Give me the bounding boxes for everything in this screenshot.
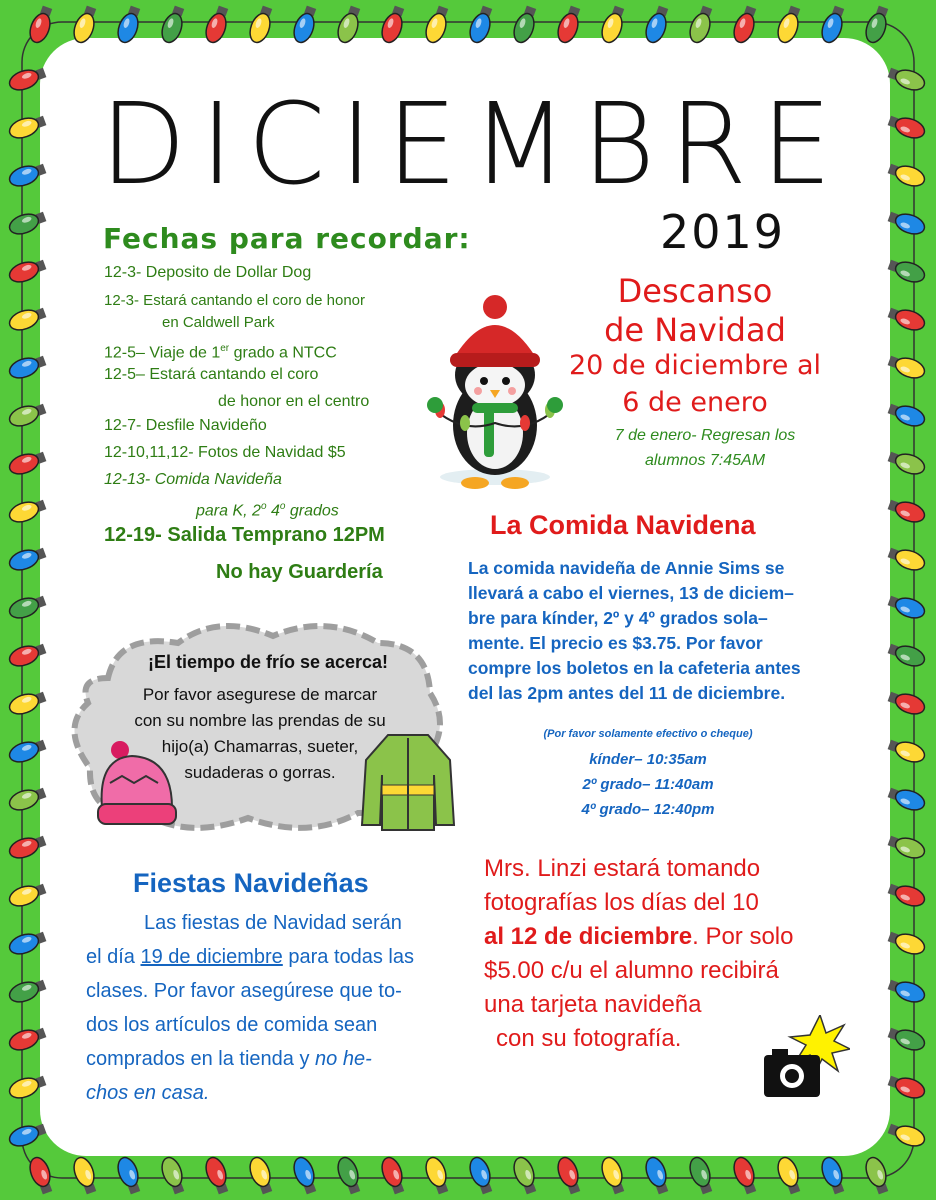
fiestas-line [86,1042,466,1076]
fecha-item-text: grados [285,502,339,520]
fiestas-line: dos los artículos de comida sean [86,1014,378,1036]
light-bulb [886,352,927,382]
year-label: 2019 [660,205,786,259]
light-bulb [886,688,927,718]
horario-line: 2º grado– 11:40am [582,776,714,793]
light-bulb [730,1155,760,1196]
comida-line: del las 2pm antes del 11 de diciembre. [468,683,786,703]
light-bulb [886,496,927,526]
light-bulb [886,928,927,958]
fotos-line: con su fotografía. [496,1025,682,1052]
regreso-note: 7 de enero- Regresan los [614,427,796,444]
fotos-bold: al 12 de diciembre [484,923,693,950]
fecha-item-text: 4 [266,502,280,520]
light-bulb [886,592,927,622]
fiestas-text: comprados en la tienda y [86,1048,316,1070]
fotos-line: $5.00 c/u el alumno recibirá [484,957,779,984]
light-bulb [290,1155,320,1196]
light-bulb [886,832,927,862]
light-bulb [886,448,927,478]
frio-line: con su nombre las prendas de su [134,711,386,730]
fotos-line: Mrs. Linzi estará tomando [484,855,761,882]
fechas-heading: Fechas para recordar: [103,222,471,255]
fiestas-text: el día [86,946,141,968]
light-bulb [886,1072,927,1102]
frio-line: Por favor asegurese de marcar [142,685,378,704]
descanso-line: de Navidad [604,311,786,349]
horario-line: kínder– 10:35am [589,751,707,768]
pink-hat-icon [92,738,182,833]
light-bulb [886,736,927,766]
fecha-item: 12-5– Estará cantando el coro [104,366,319,383]
fecha-item: en Caldwell Park [162,314,275,331]
fiestas-date: 19 de diciembre [140,946,283,968]
fotos-line: una tarjeta navideña [484,991,702,1018]
light-bulb [886,256,927,286]
salida-temprano: 12-19- Salida Temprano 12PM [104,524,385,546]
fiestas-heading: Fiestas Navideñas [133,868,369,898]
light-bulb [886,1120,927,1150]
comida-line: llevará a cabo el viernes, 13 de diciem– [468,583,794,603]
light-bulb [422,1155,452,1196]
light-bulb [774,1155,804,1196]
fecha-item-text: para K, 2 [196,502,261,520]
light-bulb [886,784,927,814]
descanso-line: 20 de diciembre al [568,350,822,381]
light-bulb [334,1155,364,1196]
comida-heading: La Comida Navidena [490,510,756,540]
descanso-line: 6 de enero [622,387,768,418]
comida-line: compre los boletos en la cafeteria antes [468,658,801,678]
fecha-item: 12-10,11,12- Fotos de Navidad $5 [104,444,346,461]
light-bulb [886,640,927,670]
fecha-item-sup: er [220,343,230,354]
penguin-illustration [420,295,570,495]
light-bulb [886,1024,927,1054]
light-bulb [862,1155,892,1196]
light-bulb [510,1155,540,1196]
fecha-item [104,338,337,364]
light-bulb [886,400,927,430]
light-bulb [818,1155,848,1196]
light-bulb [886,64,927,94]
camera-icon [760,1015,850,1110]
fecha-item-text: 12-5– Viaje de 1 [104,344,221,362]
page-title: DICIEMBRE [100,80,846,210]
frio-line: hijo(a) Chamarras, sueter, [161,737,359,756]
fecha-item: 12-13- Comida Navideña [104,471,282,488]
fiestas-body [86,906,466,1110]
fiestas-line: Las fiestas de Navidad serán [144,912,402,934]
fotos-line: fotografías los días del 10 [484,889,759,916]
light-bulb [114,1155,144,1196]
comida-line: La comida navideña de Annie Sims se [468,558,785,578]
frio-heading: ¡El tiempo de frío se acerca! [147,652,389,672]
frio-line: sudaderas o gorras. [184,763,336,782]
light-bulb [26,1155,56,1196]
comida-body [468,556,868,706]
descanso-line: Descanso [617,272,773,310]
fecha-item: de honor en el centro [218,393,370,410]
fecha-item-sup: o [260,501,267,512]
horarios [468,747,828,822]
fotos-line [484,920,864,954]
comida-line: bre para kínder, 2º y 4º grados sola– [468,608,768,628]
fecha-item [196,496,339,522]
light-bulb [642,1155,672,1196]
light-bulb [466,1155,496,1196]
light-bulb [378,1155,408,1196]
light-bulb [886,544,927,574]
fecha-item: 12-3- Estará cantando el coro de honor [104,292,365,309]
fecha-item-sup: o [279,501,286,512]
regreso-note: alumnos 7:45AM [644,452,766,469]
fiestas-line: clases. Por favor asegúrese que to- [86,980,402,1002]
light-bulb [886,208,927,238]
light-bulb [202,1155,232,1196]
no-guarderia: No hay Guardería [216,561,383,583]
fiestas-italic: no he- [315,1048,372,1070]
light-bulb [158,1155,188,1196]
light-bulb [886,880,927,910]
light-bulb [554,1155,584,1196]
light-bulb [598,1155,628,1196]
light-bulb [686,1155,716,1196]
fecha-item: 12-7- Desfile Navideño [104,417,267,434]
light-bulb [26,4,56,45]
light-bulb [886,304,927,334]
horario-line: 4º grado– 12:40pm [581,801,715,818]
fiestas-line [86,940,466,974]
fecha-item-text: grado a NTCC [229,344,337,362]
comida-line: mente. El precio es $3.75. Por favor [468,633,763,653]
light-bulb [70,1155,100,1196]
pago-note: (Por favor solamente efectivo o cheque) [543,728,753,740]
fecha-item: 12-3- Deposito de Dollar Dog [104,264,312,281]
green-jacket-icon [358,730,458,835]
fotos-text: . Por solo [692,923,794,950]
fiestas-line: chos en casa. [86,1082,210,1104]
fiestas-text: para todas las [282,946,414,968]
light-bulb [886,976,927,1006]
light-bulb [862,4,892,45]
light-bulb [886,160,927,190]
light-bulb [886,112,927,142]
light-bulb [246,1155,276,1196]
